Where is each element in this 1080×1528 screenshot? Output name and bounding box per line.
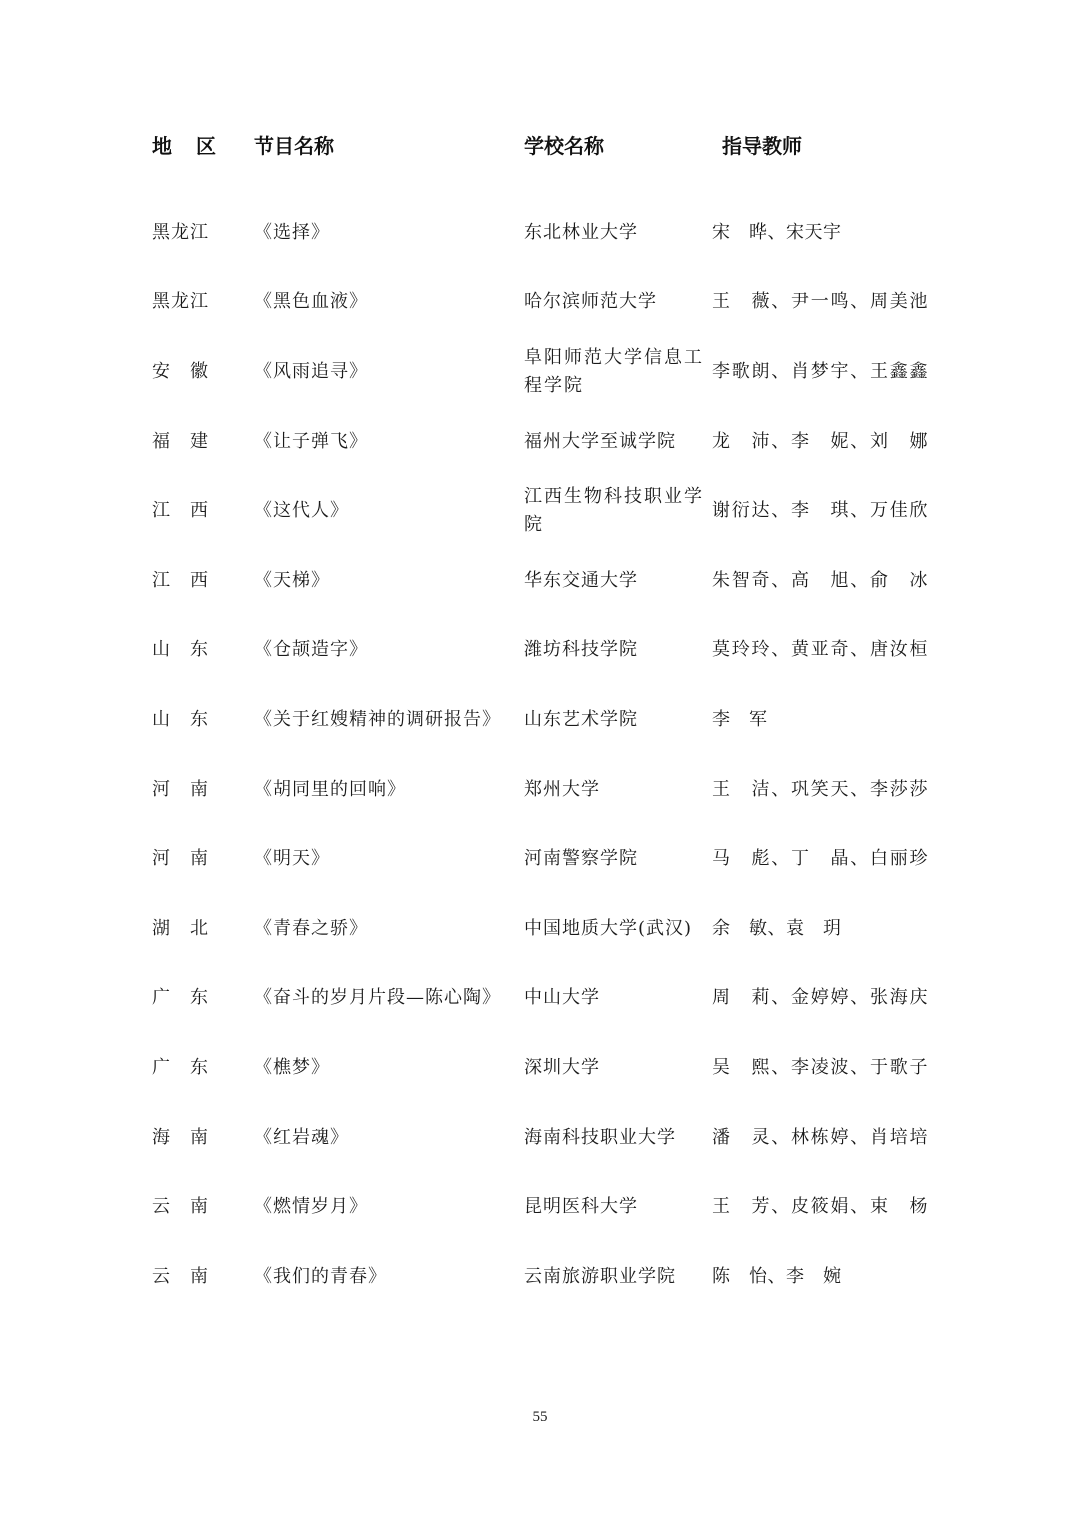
- program-cell: 《黑色血液》: [254, 291, 368, 313]
- teacher-cell: 朱智奇、高 旭、俞 冰: [712, 569, 928, 591]
- teacher-cell: 潘 灵、林栋婷、肖培培: [712, 1126, 928, 1148]
- region-cell: 云 南: [152, 1265, 209, 1287]
- teacher-cell: 余 敏、袁 玥: [712, 917, 842, 939]
- teacher-cell: 李歌朗、肖梦宇、王鑫鑫: [712, 360, 928, 382]
- table-row: [0, 964, 1080, 1034]
- table-row: [0, 337, 1080, 407]
- region-cell: 湖 北: [152, 917, 209, 939]
- program-cell: 《让子弹飞》: [254, 430, 368, 452]
- teacher-cell: 王 薇、尹一鸣、周美池: [712, 291, 928, 313]
- region-cell: 云 南: [152, 1196, 209, 1218]
- table-row: [0, 1172, 1080, 1242]
- teacher-cell: 宋 晔、宋天宇: [712, 221, 842, 243]
- teacher-cell: 李 军: [712, 708, 768, 730]
- table-row: [0, 1033, 1080, 1103]
- school-cell: 深圳大学: [524, 1056, 600, 1078]
- table-row: [0, 1242, 1080, 1312]
- table-row: [0, 685, 1080, 755]
- school-cell: 江西生物科技职业学院: [524, 486, 704, 536]
- program-cell: 《樵梦》: [254, 1056, 330, 1078]
- region-cell: 安 徽: [152, 360, 209, 382]
- program-cell: 《青春之骄》: [254, 917, 368, 939]
- school-cell: 福州大学至诚学院: [524, 430, 676, 452]
- region-cell: 河 南: [152, 778, 209, 800]
- region-cell: 江 西: [152, 500, 209, 522]
- table-row: [0, 407, 1080, 477]
- program-cell: 《风雨追寻》: [254, 360, 368, 382]
- teacher-cell: 王 洁、巩笑天、李莎莎: [712, 778, 928, 800]
- region-cell: 江 西: [152, 569, 209, 591]
- region-cell: 广 东: [152, 987, 209, 1009]
- school-cell: 山东艺术学院: [524, 708, 638, 730]
- school-cell: 昆明医科大学: [524, 1196, 638, 1218]
- program-cell: 《这代人》: [254, 500, 349, 522]
- school-cell: 阜阳师范大学信息工程学院: [524, 346, 704, 396]
- table-body: [0, 198, 1080, 1312]
- teacher-cell: 谢衍达、李 琪、万佳欣: [712, 500, 928, 522]
- header-region-char-2: 区: [196, 134, 216, 158]
- school-cell: 中山大学: [524, 987, 600, 1009]
- program-cell: 《燃情岁月》: [254, 1196, 368, 1218]
- table-header: [0, 130, 1080, 160]
- table-row: [0, 755, 1080, 825]
- region-cell: 海 南: [152, 1126, 209, 1148]
- region-cell: 黑龙江: [152, 221, 209, 243]
- teacher-cell: 莫玲玲、黄亚奇、唐汝桓: [712, 639, 928, 661]
- table-row: [0, 824, 1080, 894]
- school-cell: 东北林业大学: [524, 221, 638, 243]
- school-cell: 河南警察学院: [524, 848, 638, 870]
- program-cell: 《关于红嫂精神的调研报告》: [254, 708, 501, 730]
- region-cell: 山 东: [152, 708, 209, 730]
- table-row: [0, 198, 1080, 268]
- school-cell: 华东交通大学: [524, 569, 638, 591]
- school-cell: 郑州大学: [524, 778, 600, 800]
- table-row: [0, 546, 1080, 616]
- program-cell: 《明天》: [254, 848, 330, 870]
- teacher-cell: 吴 熙、李凌波、于歌子: [712, 1056, 928, 1078]
- teacher-cell: 龙 沛、李 妮、刘 娜: [712, 430, 928, 452]
- table-row: [0, 476, 1080, 546]
- school-cell: 潍坊科技学院: [524, 639, 638, 661]
- program-cell: 《胡同里的回响》: [254, 778, 406, 800]
- region-cell: 黑龙江: [152, 291, 209, 313]
- table-row: [0, 268, 1080, 338]
- region-cell: 山 东: [152, 639, 209, 661]
- region-cell: 河 南: [152, 848, 209, 870]
- header-program: 节目名称: [254, 134, 334, 158]
- region-cell: 福 建: [152, 430, 209, 452]
- table-row: [0, 894, 1080, 964]
- teacher-cell: 陈 怡、李 婉: [712, 1265, 842, 1287]
- program-cell: 《我们的青春》: [254, 1265, 387, 1287]
- program-cell: 《仓颉造字》: [254, 639, 368, 661]
- teacher-cell: 周 莉、金婷婷、张海庆: [712, 987, 928, 1009]
- region-cell: 广 东: [152, 1056, 209, 1078]
- table-row: [0, 616, 1080, 686]
- header-teacher: 指导教师: [722, 134, 802, 158]
- table-row: [0, 1103, 1080, 1173]
- program-cell: 《红岩魂》: [254, 1126, 349, 1148]
- school-cell: 中国地质大学(武汉): [524, 917, 693, 939]
- header-region: [152, 130, 216, 159]
- school-cell: 海南科技职业大学: [524, 1126, 676, 1148]
- program-cell: 《天梯》: [254, 569, 330, 591]
- header-region-char-1: 地: [152, 134, 172, 158]
- teacher-cell: 马 彪、丁 晶、白丽珍: [712, 848, 928, 870]
- program-cell: 《选择》: [254, 221, 330, 243]
- header-school: 学校名称: [524, 134, 604, 158]
- program-cell: 《奋斗的岁月片段—陈心陶》: [254, 987, 501, 1009]
- page-number: 55: [532, 1409, 548, 1425]
- school-cell: 哈尔滨师范大学: [524, 291, 657, 313]
- teacher-cell: 王 芳、皮筱娟、束 杨: [712, 1196, 928, 1218]
- school-cell: 云南旅游职业学院: [524, 1265, 676, 1287]
